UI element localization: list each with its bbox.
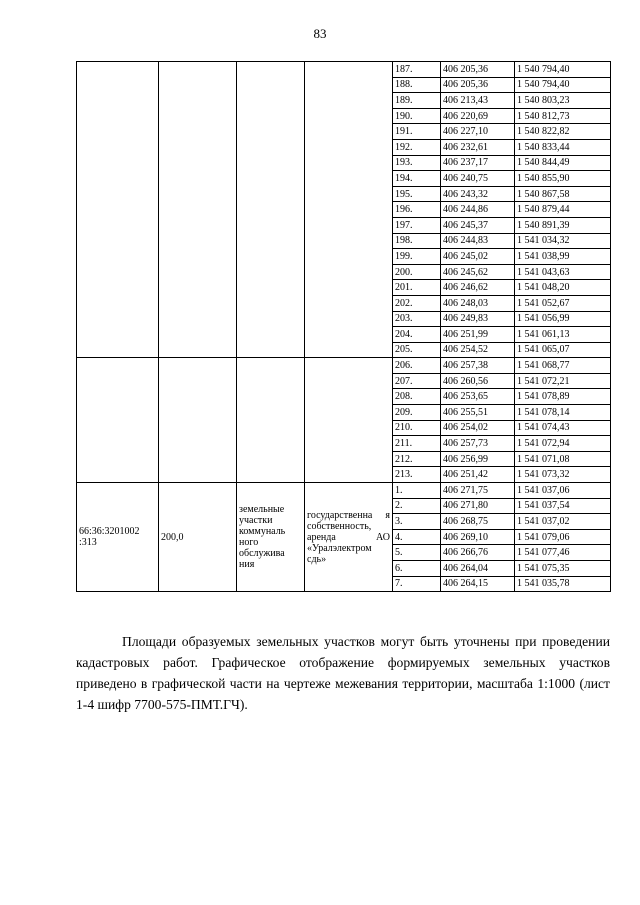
coordinate-x-cell: 406 253,65 xyxy=(441,389,515,405)
coordinate-y-cell: 1 540 794,40 xyxy=(515,62,611,78)
point-number-cell: 205. xyxy=(393,342,441,358)
coordinate-x-cell: 406 251,42 xyxy=(441,467,515,483)
coordinate-y-cell: 1 541 072,21 xyxy=(515,373,611,389)
coordinate-x-cell: 406 246,62 xyxy=(441,280,515,296)
coordinate-y-cell: 1 540 794,40 xyxy=(515,77,611,93)
coordinate-x-cell: 406 232,61 xyxy=(441,139,515,155)
point-number-cell: 211. xyxy=(393,436,441,452)
point-number-cell: 191. xyxy=(393,124,441,140)
point-number-cell: 5. xyxy=(393,545,441,561)
coordinate-y-cell: 1 540 822,82 xyxy=(515,124,611,140)
coordinate-y-cell: 1 541 037,06 xyxy=(515,483,611,499)
point-number-cell: 4. xyxy=(393,529,441,545)
coordinate-y-cell: 1 541 052,67 xyxy=(515,295,611,311)
point-number-cell: 196. xyxy=(393,202,441,218)
point-number-cell: 195. xyxy=(393,186,441,202)
coordinate-x-cell: 406 248,03 xyxy=(441,295,515,311)
point-number-cell: 210. xyxy=(393,420,441,436)
coordinate-x-cell: 406 243,32 xyxy=(441,186,515,202)
point-number-cell: 192. xyxy=(393,139,441,155)
coordinate-y-cell: 1 540 844,49 xyxy=(515,155,611,171)
coordinate-x-cell: 406 205,36 xyxy=(441,62,515,78)
point-number-cell: 200. xyxy=(393,264,441,280)
coordinate-x-cell: 406 269,10 xyxy=(441,529,515,545)
land-use-cell xyxy=(237,62,305,358)
paragraph-text: Площади образуемых земельных участков могут быть уточнены при проведении кадастровых работ. Графическое отображение формируемых земельных участков приведено в графической части на чертеже межевания территории, масштаба 1:1000 (лист 1-4 шифр 7700-575-ПМТ.ГЧ). xyxy=(76,634,610,712)
coordinate-x-cell: 406 244,86 xyxy=(441,202,515,218)
point-number-cell: 206. xyxy=(393,358,441,374)
coordinate-x-cell: 406 256,99 xyxy=(441,451,515,467)
point-number-cell: 202. xyxy=(393,295,441,311)
coordinate-y-cell: 1 540 812,73 xyxy=(515,108,611,124)
coordinate-y-cell: 1 540 833,44 xyxy=(515,139,611,155)
coordinate-y-cell: 1 541 035,78 xyxy=(515,576,611,592)
coordinate-y-cell: 1 540 891,39 xyxy=(515,217,611,233)
coordinate-y-cell: 1 541 077,46 xyxy=(515,545,611,561)
point-number-cell: 7. xyxy=(393,576,441,592)
coordinate-x-cell: 406 205,36 xyxy=(441,77,515,93)
coordinate-y-cell: 1 541 056,99 xyxy=(515,311,611,327)
coordinate-y-cell: 1 540 867,58 xyxy=(515,186,611,202)
coordinate-x-cell: 406 245,02 xyxy=(441,249,515,265)
area-cell xyxy=(159,62,237,358)
coordinate-y-cell: 1 541 072,94 xyxy=(515,436,611,452)
point-number-cell: 188. xyxy=(393,77,441,93)
coordinate-x-cell: 406 257,38 xyxy=(441,358,515,374)
point-number-cell: 187. xyxy=(393,62,441,78)
coordinate-x-cell: 406 213,43 xyxy=(441,93,515,109)
coordinate-x-cell: 406 249,83 xyxy=(441,311,515,327)
coordinate-x-cell: 406 260,56 xyxy=(441,373,515,389)
coordinate-x-cell: 406 244,83 xyxy=(441,233,515,249)
ownership-cell xyxy=(305,358,393,483)
point-number-cell: 6. xyxy=(393,561,441,577)
coordinate-y-cell: 1 541 073,32 xyxy=(515,467,611,483)
coordinate-x-cell: 406 255,51 xyxy=(441,405,515,421)
point-number-cell: 207. xyxy=(393,373,441,389)
coordinate-y-cell: 1 541 068,77 xyxy=(515,358,611,374)
point-number-cell: 198. xyxy=(393,233,441,249)
coordinates-table xyxy=(76,61,611,592)
coordinate-y-cell: 1 541 048,20 xyxy=(515,280,611,296)
point-number-cell: 201. xyxy=(393,280,441,296)
table-row xyxy=(77,483,611,499)
point-number-cell: 3. xyxy=(393,514,441,530)
point-number-cell: 209. xyxy=(393,405,441,421)
point-number-cell: 203. xyxy=(393,311,441,327)
cadastral-number-cell: 66:36:3201002 :313 xyxy=(77,483,159,592)
coordinate-y-cell: 1 541 075,35 xyxy=(515,561,611,577)
coordinate-y-cell: 1 540 803,23 xyxy=(515,93,611,109)
cadastral-number-cell xyxy=(77,62,159,358)
coordinate-x-cell: 406 266,76 xyxy=(441,545,515,561)
point-number-cell: 213. xyxy=(393,467,441,483)
point-number-cell: 2. xyxy=(393,498,441,514)
coordinate-x-cell: 406 251,99 xyxy=(441,327,515,343)
coordinate-y-cell: 1 541 078,89 xyxy=(515,389,611,405)
coordinate-y-cell: 1 541 071,08 xyxy=(515,451,611,467)
table-row xyxy=(77,358,611,374)
point-number-cell: 190. xyxy=(393,108,441,124)
point-number-cell: 208. xyxy=(393,389,441,405)
page-number: 83 xyxy=(313,26,327,41)
point-number-cell: 212. xyxy=(393,451,441,467)
coordinate-y-cell: 1 540 879,44 xyxy=(515,202,611,218)
coordinate-x-cell: 406 264,04 xyxy=(441,561,515,577)
body-paragraph xyxy=(76,631,610,715)
coordinate-x-cell: 406 227,10 xyxy=(441,124,515,140)
point-number-cell: 193. xyxy=(393,155,441,171)
table-row xyxy=(77,62,611,78)
area-cell: 200,0 xyxy=(159,483,237,592)
ownership-cell xyxy=(305,62,393,358)
point-number-cell: 1. xyxy=(393,483,441,499)
coordinate-y-cell: 1 541 037,54 xyxy=(515,498,611,514)
land-use-cell: земельные участки коммуналь ного обслужива ния xyxy=(237,483,305,592)
land-use-cell xyxy=(237,358,305,483)
coordinate-x-cell: 406 268,75 xyxy=(441,514,515,530)
coordinate-x-cell: 406 254,02 xyxy=(441,420,515,436)
coordinate-x-cell: 406 240,75 xyxy=(441,171,515,187)
coordinate-x-cell: 406 271,80 xyxy=(441,498,515,514)
coordinate-y-cell: 1 541 038,99 xyxy=(515,249,611,265)
coordinate-y-cell: 1 541 034,32 xyxy=(515,233,611,249)
point-number-cell: 189. xyxy=(393,93,441,109)
coordinate-x-cell: 406 220,69 xyxy=(441,108,515,124)
coordinate-x-cell: 406 264,15 xyxy=(441,576,515,592)
coordinate-y-cell: 1 541 079,06 xyxy=(515,529,611,545)
point-number-cell: 194. xyxy=(393,171,441,187)
coordinate-y-cell: 1 541 043,63 xyxy=(515,264,611,280)
coordinate-x-cell: 406 254,52 xyxy=(441,342,515,358)
coordinate-x-cell: 406 257,73 xyxy=(441,436,515,452)
point-number-cell: 197. xyxy=(393,217,441,233)
coordinate-x-cell: 406 245,37 xyxy=(441,217,515,233)
coordinate-y-cell: 1 541 065,07 xyxy=(515,342,611,358)
coordinate-x-cell: 406 237,17 xyxy=(441,155,515,171)
ownership-cell: государственна я собственность, аренда АО «Уралэлектром сдь» xyxy=(305,483,393,592)
point-number-cell: 204. xyxy=(393,327,441,343)
point-number-cell: 199. xyxy=(393,249,441,265)
coordinate-y-cell: 1 541 078,14 xyxy=(515,405,611,421)
coordinate-y-cell: 1 541 037,02 xyxy=(515,514,611,530)
coordinate-x-cell: 406 245,62 xyxy=(441,264,515,280)
coordinate-y-cell: 1 540 855,90 xyxy=(515,171,611,187)
coordinate-y-cell: 1 541 074,43 xyxy=(515,420,611,436)
coordinate-y-cell: 1 541 061,13 xyxy=(515,327,611,343)
cadastral-number-cell xyxy=(77,358,159,483)
coordinate-x-cell: 406 271,75 xyxy=(441,483,515,499)
area-cell xyxy=(159,358,237,483)
